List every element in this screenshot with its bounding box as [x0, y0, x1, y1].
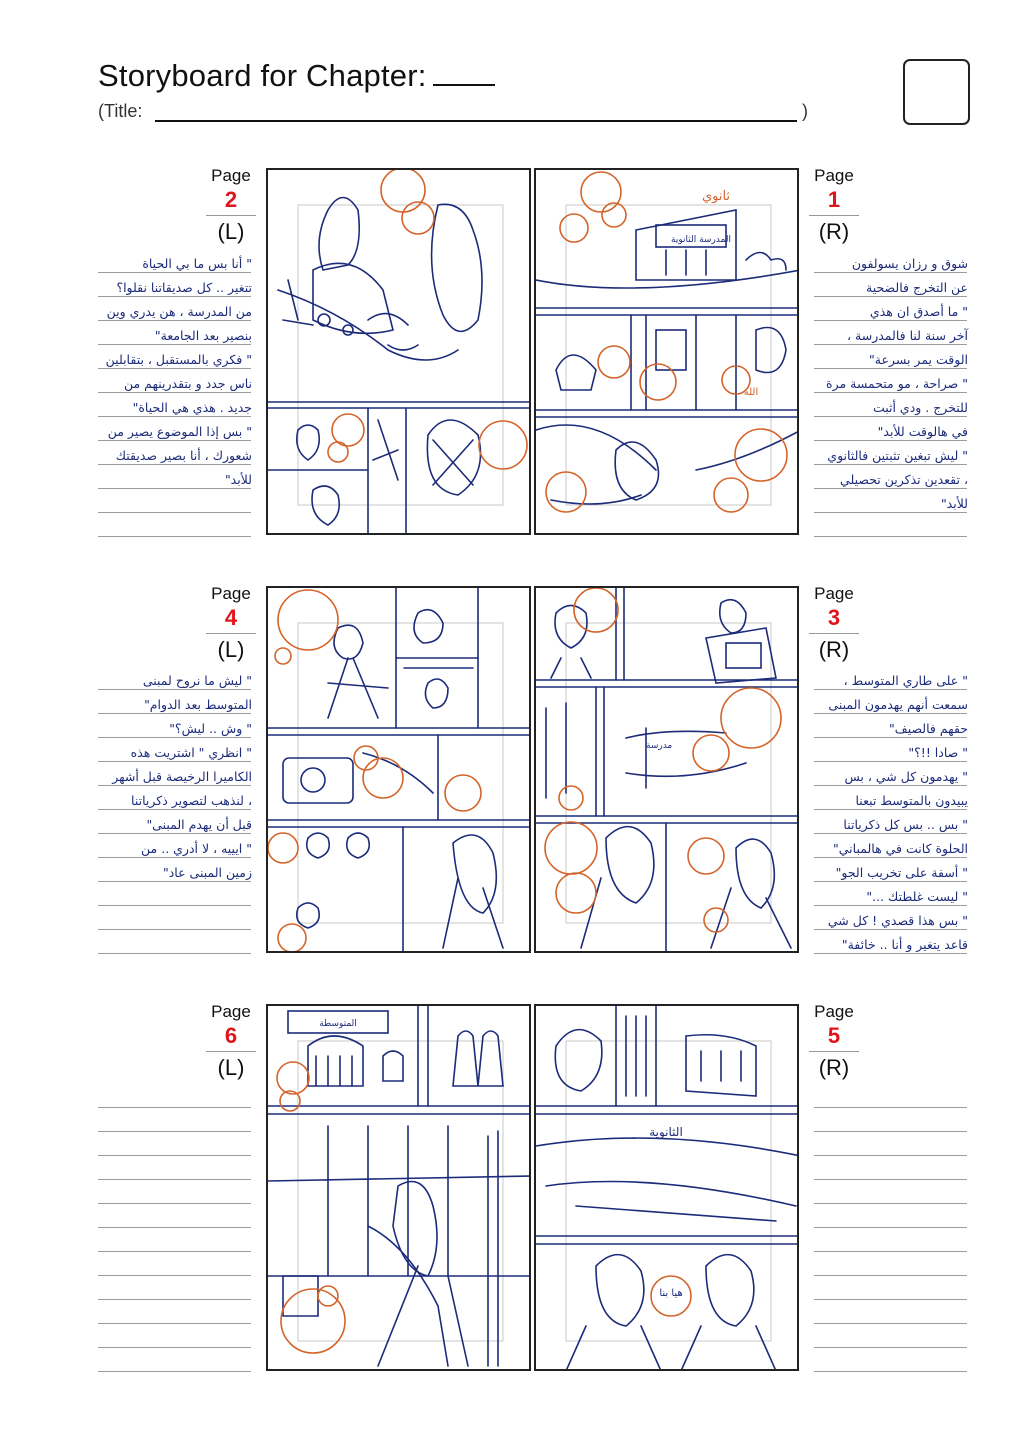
- note-line: للتخرج . ودي أثبت: [872, 400, 968, 415]
- page-label-6: [206, 1002, 256, 1081]
- page-word: Page: [211, 166, 251, 185]
- page-6-sketch: [268, 1006, 531, 1371]
- lined-notes-area: [98, 1085, 251, 1375]
- page-label-2: [206, 166, 256, 245]
- note-line: ، تقعدين تذكرين تحصيلي: [840, 472, 968, 487]
- note-line: للأبد": [940, 496, 968, 511]
- page-2-storyboard: [266, 168, 531, 535]
- note-line: من المدرسة ، هن يدري وين: [106, 304, 252, 319]
- note-line: تتغير .. كل صديقاتنا نقلوا؟: [116, 280, 252, 295]
- note-line: " بس هذا قصدي ! كل شي: [827, 913, 968, 928]
- note-line: " بس .. بس كل ذكرياتنا: [843, 817, 968, 832]
- page-label-3: [809, 584, 859, 663]
- page-number: 4: [224, 605, 238, 630]
- note-line: شوق و رزان يسولفون: [851, 256, 968, 271]
- note-line: " انظري " اشتريت هذه: [130, 745, 252, 760]
- page-1-sketch: [536, 170, 799, 535]
- school-sign-text: المدرسة الثانوية: [671, 235, 731, 245]
- note-line: " بس إذا الموضوع يصير من: [107, 424, 252, 439]
- note-line: حقهم فالصيف": [889, 721, 968, 736]
- note-line: بنصير بعد الجامعة": [154, 328, 252, 343]
- title-prefix: (Title:: [98, 101, 143, 121]
- page-number: 6: [224, 1023, 238, 1048]
- page-word: Page: [814, 166, 854, 185]
- page-side: (R): [809, 1051, 859, 1081]
- page-4-storyboard: [266, 586, 531, 953]
- page-label-1: [809, 166, 859, 245]
- page-4-sketch: [268, 588, 531, 953]
- sound-text: ثانوي: [701, 189, 731, 204]
- page-title: [98, 58, 495, 94]
- note-line: زمين المبنى عاد": [162, 865, 252, 880]
- note-line: " صراحة ، مو متحمسة مرة: [826, 376, 968, 391]
- note-line: جديد . هذي هي الحياة": [132, 400, 252, 415]
- school-sign-text: مدرسة: [646, 741, 673, 751]
- note-line: " وش .. ليش؟": [169, 721, 252, 736]
- page-2-sketch: [268, 170, 531, 535]
- page-1-storyboard: [534, 168, 799, 535]
- page-2-notes: [96, 252, 252, 492]
- page-6-storyboard: [266, 1004, 531, 1371]
- page-word: Page: [814, 584, 854, 603]
- title-suffix: ): [802, 101, 808, 121]
- note-line: " أسفة على تخريب الجو": [835, 865, 968, 880]
- note-line: في هالوقت للأبد": [877, 424, 968, 439]
- page-side: (R): [809, 215, 859, 245]
- note-line: المتوسط بعد الدوام": [144, 697, 252, 712]
- page-number: 1: [827, 187, 841, 212]
- page-word: Page: [211, 584, 251, 603]
- page-1-notes: [812, 252, 968, 516]
- school-sign-text: الثانوية: [649, 1125, 683, 1139]
- page-side: (R): [809, 633, 859, 663]
- page-label-4: [206, 584, 256, 663]
- school-sign-text: المتوسطة: [319, 1019, 357, 1029]
- note-line: " صادا !!؟": [908, 745, 968, 760]
- note-line: قاعد يتغير و أنا .. خائفة": [841, 937, 968, 952]
- chapter-number-box: [903, 59, 970, 125]
- note-line: " ليست غلطتك ...": [866, 889, 968, 904]
- note-line: " يهدمون كل شي ، بس: [844, 769, 968, 784]
- page-number: 5: [827, 1023, 841, 1048]
- sign-text: الله: [743, 387, 759, 398]
- note-line: الكاميرا الرخيصة قبل أشهر: [112, 769, 252, 784]
- note-line: " على طاري المتوسط ،: [843, 673, 968, 688]
- note-line: الوقت يمر بسرعة": [869, 352, 968, 367]
- page-5-storyboard: [534, 1004, 799, 1371]
- note-line: " فكري بالمستقبل ، بتقابلين: [105, 352, 252, 367]
- speech-text: هيا بنا: [659, 1288, 683, 1299]
- page-label-5: [809, 1002, 859, 1081]
- page-side: (L): [206, 215, 256, 245]
- note-line: " أنا بس ما بي الحياة: [142, 256, 252, 271]
- page-3-sketch: [536, 588, 799, 953]
- note-line: شعورك ، أنا بصير صديقتك: [115, 448, 252, 463]
- note-line: الحلوة كانت في هالمباني": [833, 841, 968, 856]
- title-blank: [155, 120, 797, 122]
- lined-notes-area: [814, 1085, 967, 1375]
- chapter-blank: [433, 58, 495, 86]
- note-line: يبيدون بالمتوسط تبعنا: [855, 793, 968, 808]
- note-line: قبل أن يهدم المبنى": [146, 817, 252, 832]
- note-line: آخر سنة لنا فالمدرسة ،: [847, 328, 968, 343]
- subtitle-line: [98, 101, 808, 122]
- page-3-storyboard: [534, 586, 799, 953]
- page-number: 2: [224, 187, 238, 212]
- note-line: للأبد": [224, 472, 252, 487]
- page-3-notes: [812, 669, 968, 957]
- note-line: " ايييه ، لا أدري .. من: [141, 841, 252, 856]
- note-line: عن التخرج فالضحية: [866, 280, 968, 295]
- note-line: سمعت أنهم يهدمون المبنى: [828, 697, 968, 712]
- note-line: ناس جدد و بتقدرينهم من: [123, 376, 252, 391]
- page-4-notes: [96, 669, 252, 885]
- page-side: (L): [206, 1051, 256, 1081]
- note-line: " ليش تبغين تثبتين فالثانوي: [827, 448, 968, 463]
- page-5-sketch: [536, 1006, 799, 1371]
- page-word: Page: [814, 1002, 854, 1021]
- page-word: Page: [211, 1002, 251, 1021]
- title-text: Storyboard for Chapter:: [98, 58, 427, 93]
- page-number: 3: [827, 605, 841, 630]
- note-line: ، لنذهب لتصوير ذكرياتنا: [131, 793, 252, 808]
- note-line: " ليش ما نروح لمبنى: [142, 673, 252, 688]
- note-line: " ما أصدق ان هذي: [869, 304, 968, 319]
- page-side: (L): [206, 633, 256, 663]
